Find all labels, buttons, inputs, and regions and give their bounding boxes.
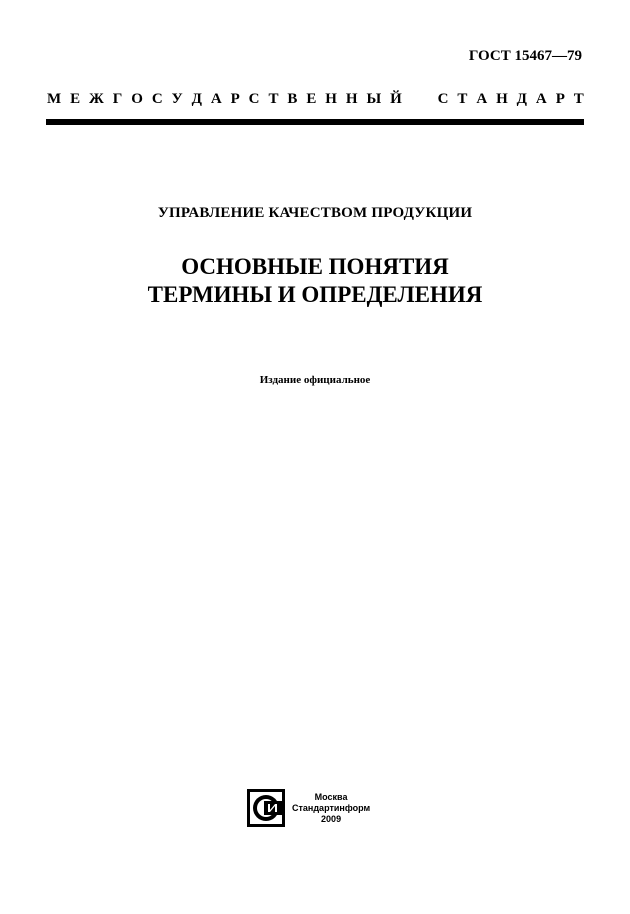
document-title [0,253,630,309]
banner-left-letter: Т [268,91,279,107]
banner-left-letter: А [210,91,222,107]
publisher-text [292,792,370,825]
banner-left-letter: С [248,91,260,107]
banner-right-letter: А [535,91,547,107]
banner-left-letter: Е [70,91,81,107]
banner-right-letter: Д [516,91,527,107]
banner-left-letter: В [287,91,298,107]
publisher-year: 2009 [321,813,342,824]
banner-left-letter: Д [191,91,202,107]
banner-right-letter: Т [573,91,584,107]
title-line-1: ОСНОВНЫЕ ПОНЯТИЯ [181,254,449,279]
banner-left-letter: У [171,91,183,107]
banner-left-letter: Е [306,91,317,107]
title-line-2: ТЕРМИНЫ И ОПРЕДЕЛЕНИЯ [147,282,483,307]
banner-left-letter: О [131,91,143,107]
standartinform-logo-icon [246,788,286,828]
banner-right-letter: Р [555,91,565,107]
banner-left-letter: Р [230,91,240,107]
document-subtitle: УПРАВЛЕНИЕ КАЧЕСТВОМ ПРОДУКЦИИ [157,205,473,221]
publisher-block [246,788,370,828]
edition-note: Издание официальное [259,374,371,386]
publisher-name: Стандартинформ [292,802,371,813]
banner-right-letter: Т [457,91,468,107]
interstate-standard-banner [47,91,584,108]
banner-left-letter: С [151,91,163,107]
banner-left-letter: Ж [89,91,104,107]
banner-right-letter: С [437,91,449,107]
banner-right-letter: Н [496,91,508,107]
banner-left-letter: Н [345,91,358,107]
banner-left-letter: М [47,91,62,107]
banner-left-letter: Й [390,91,402,107]
banner-left-letter: Ы [366,91,382,107]
banner-left-letter: Г [112,91,123,107]
header-rule [46,119,584,125]
standard-number: ГОСТ 15467—79 [468,48,582,64]
banner-left-letter: Н [325,91,337,107]
banner-word-gap [411,91,429,108]
publisher-city: Москва [314,791,348,802]
banner-right-letter: А [476,91,488,107]
